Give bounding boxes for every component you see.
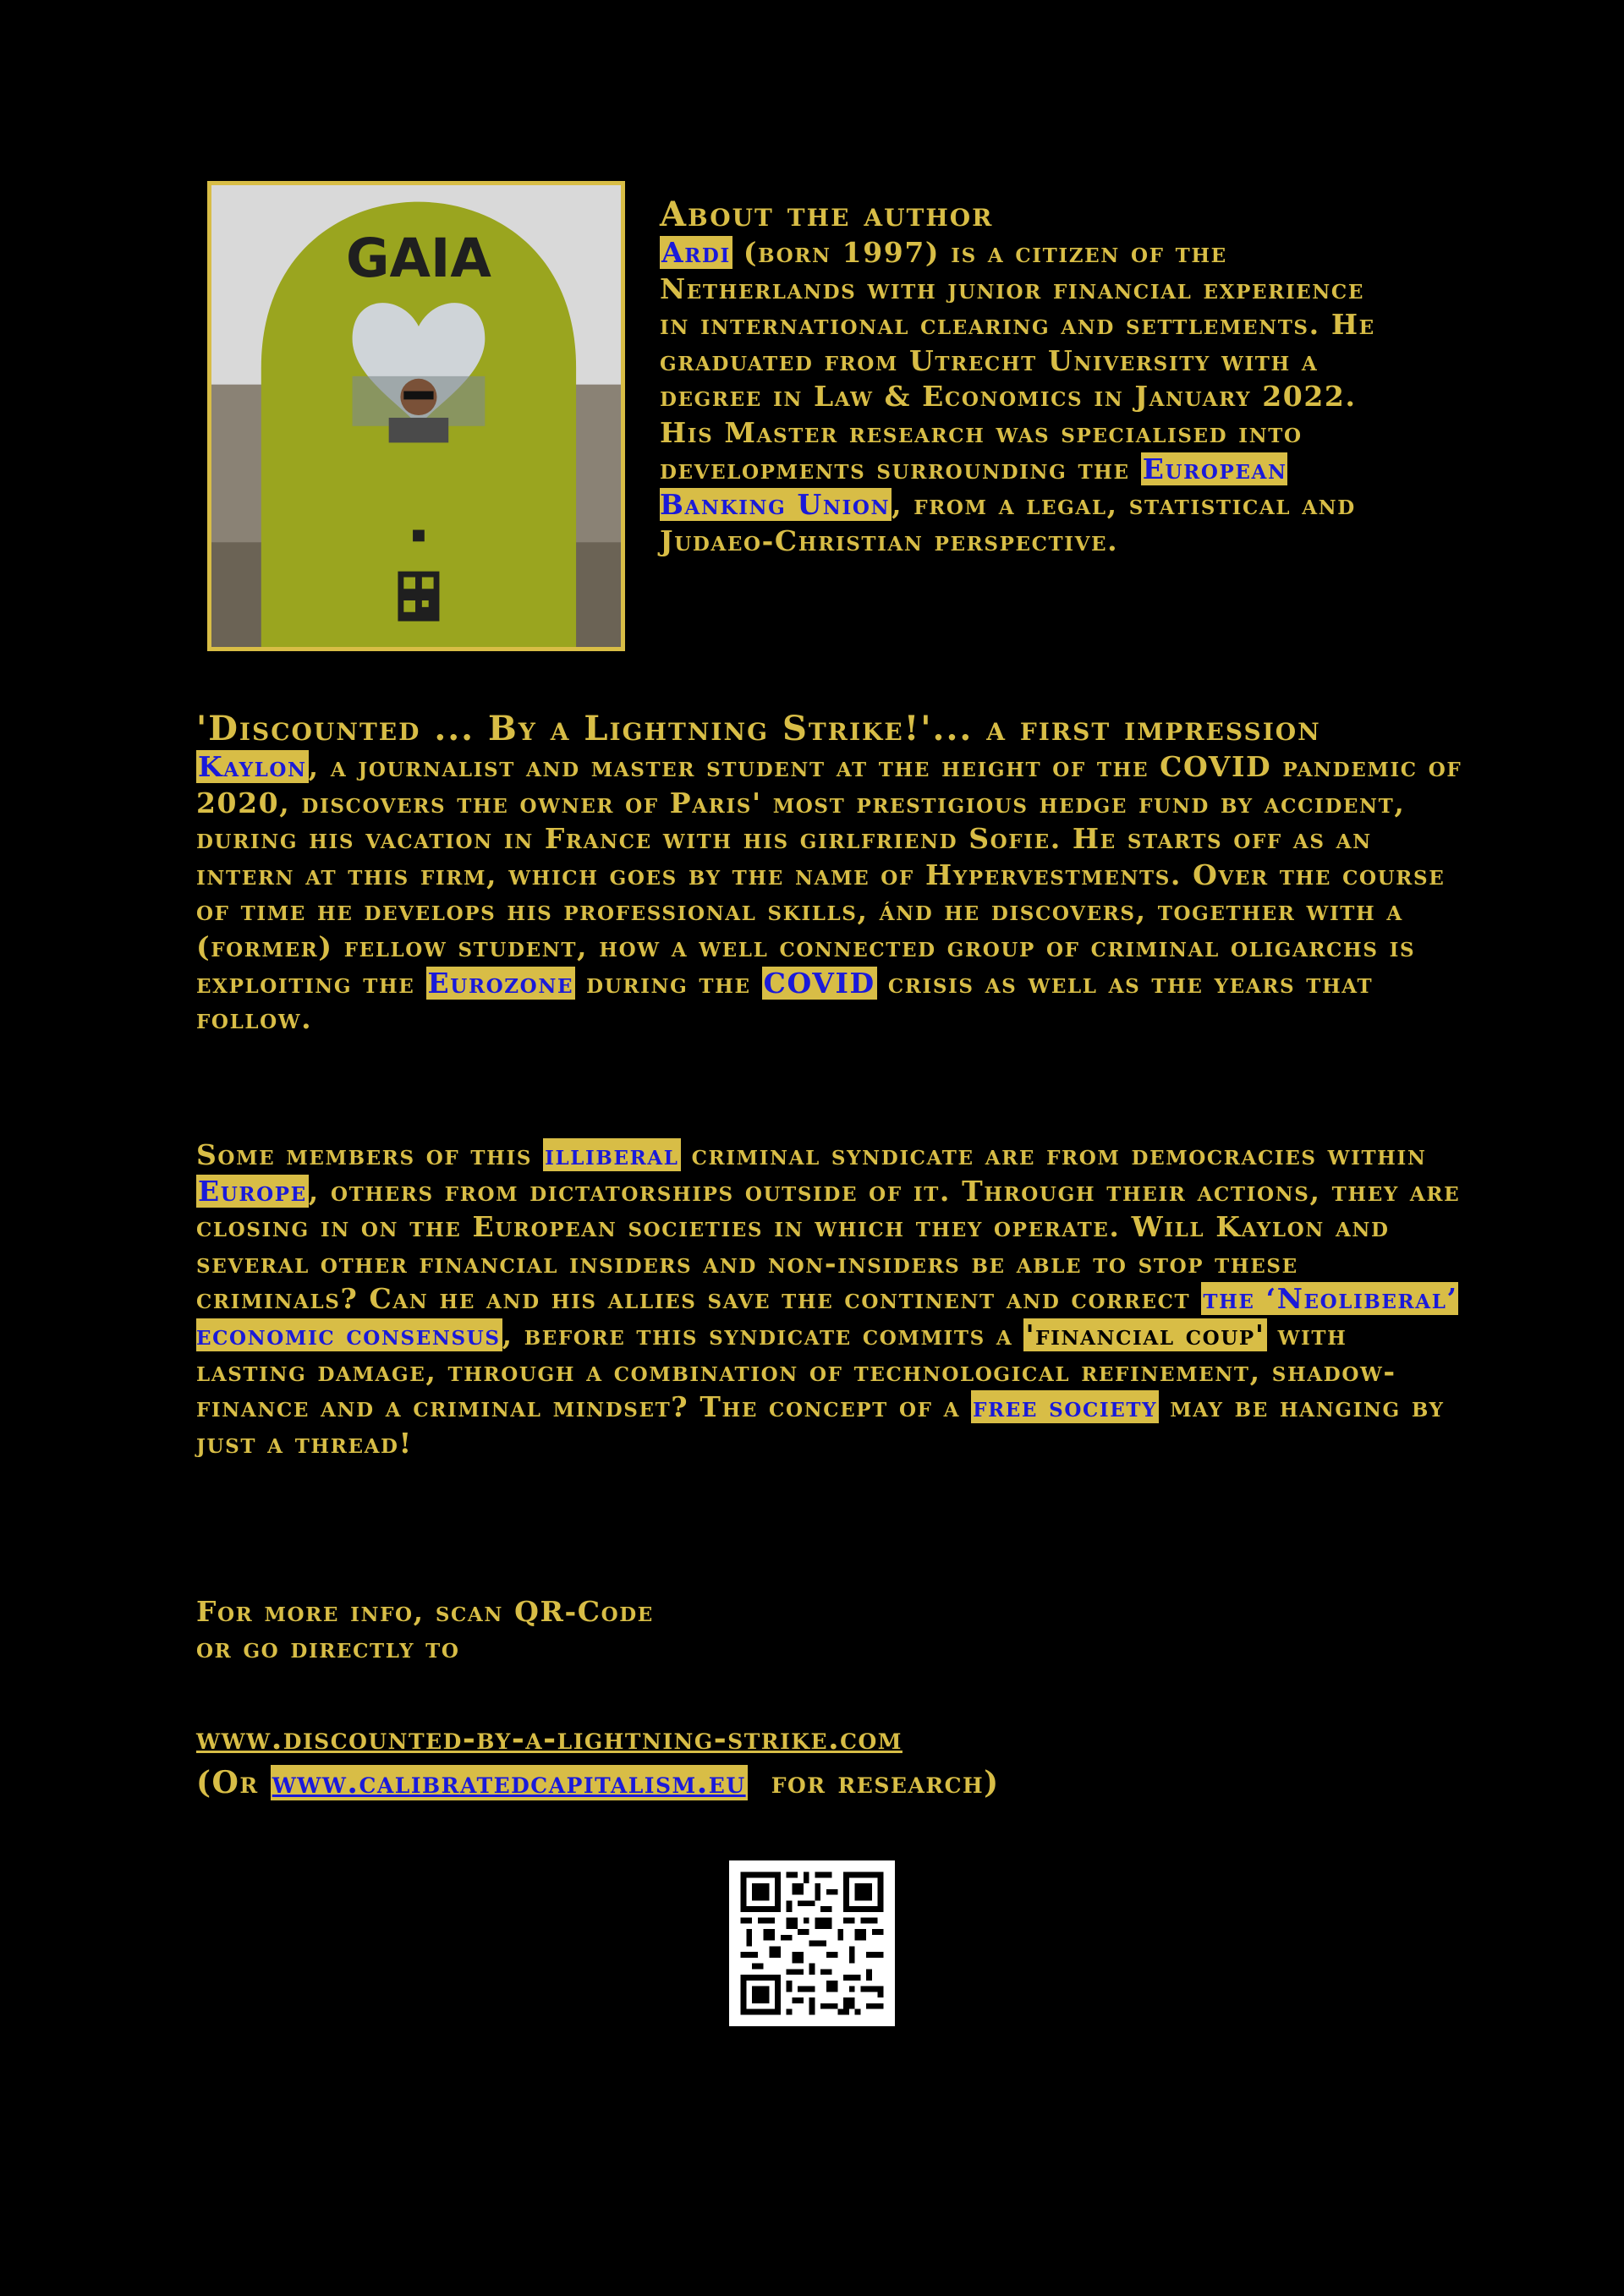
syndicate-text-5: with lasting damage, through a combination of technological refinement, shadow-finance and a criminal mindset? The concept of a: [196, 1318, 1396, 1424]
more-info-section: [196, 1594, 1465, 1666]
impression-text-3: crisis as well as the years that follow.: [196, 966, 1374, 1036]
calibrated-capitalism-link[interactable]: www.calibratedcapitalism.eu: [272, 1765, 746, 1800]
eurozone-link[interactable]: Eurozone: [427, 966, 574, 1000]
kaylon-link[interactable]: Kaylon: [198, 750, 307, 783]
about-text-1: (born 1997) is a citizen of the Netherlands with junior financial experience in international clearing and settlements. He graduated from Utrecht University with a degree in Law & Economics in January 2022. His Master research was specialised into developments surrounding the: [660, 236, 1375, 485]
about-author-section: [660, 195, 1387, 559]
author-name-link[interactable]: Ardi: [661, 236, 731, 269]
impression-text-2: during the: [575, 966, 762, 1000]
author-photo: [207, 181, 625, 651]
neoliberal-consensus-link[interactable]: the ‘Neoliberal’ economic consensus: [196, 1282, 1458, 1351]
qr-code[interactable]: [729, 1860, 895, 2026]
qr-code-icon: [729, 1860, 895, 2026]
first-impression-section: [196, 709, 1465, 1038]
first-impression-paragraph: [196, 749, 1465, 1038]
main-website-link[interactable]: www.discounted-by-a-lightning-strike.com: [196, 1721, 903, 1756]
financial-coup-highlight: 'financial coup': [1025, 1318, 1265, 1351]
sign-text: GAIA: [346, 227, 491, 290]
syndicate-text-2: criminal syndicate are from democracies within: [680, 1138, 1427, 1171]
covid-link[interactable]: COVID: [763, 966, 875, 1000]
more-info-line-2: or go directly to: [196, 1630, 460, 1664]
alt-link-prefix: (Or: [196, 1765, 271, 1800]
impression-text-1: , a journalist and master student at the height of the COVID pandemic of 2020, discovers the owner of Paris' most prestigious hedge fund by accident, during his vacation in France with his girlfriend Sofie. He starts off as an intern at this firm, which goes by the name of Hypervestments. Over the course of time he develops his professional skills, ánd he discovers, together with a (former) fellow student, how a well connected group of criminal oligarchs is exploiting the: [196, 750, 1462, 1000]
more-info-line-1: For more info, scan QR-Code: [196, 1595, 654, 1628]
alt-link-suffix: for research): [747, 1765, 1000, 1800]
about-paragraph: [660, 235, 1387, 559]
about-text-2: , from a legal, statistical and Judaeo-Christian perspective.: [660, 488, 1356, 557]
syndicate-paragraph: [196, 1137, 1465, 1461]
european-banking-union-link[interactable]: European Banking Union: [660, 452, 1287, 522]
author-photo-image: [211, 185, 621, 647]
europe-link[interactable]: Europe: [198, 1174, 307, 1208]
syndicate-text-3: , others from dictatorships outside of it. Through their actions, they are closing in on the European societies in which they operate. Will Kaylon and several other financial insiders and non-insiders be able to stop these criminals? Can he and his allies save the continent and correct: [196, 1174, 1461, 1316]
free-society-link[interactable]: free society: [973, 1390, 1158, 1424]
syndicate-text-6: may be hanging by just a thread!: [196, 1390, 1445, 1460]
syndicate-text-4: , before this syndicate commits a: [502, 1318, 1024, 1351]
alt-link-line: [196, 1761, 1465, 1805]
first-impression-heading: 'Discounted ... By a Lightning Strike!'... a first impression: [196, 709, 1321, 748]
website-links: [196, 1717, 1465, 1805]
syndicate-text-1: Some members of this: [196, 1138, 544, 1171]
illiberal-link[interactable]: illiberal: [545, 1138, 679, 1171]
syndicate-section: [196, 1137, 1465, 1461]
about-heading: About the author: [660, 195, 994, 234]
